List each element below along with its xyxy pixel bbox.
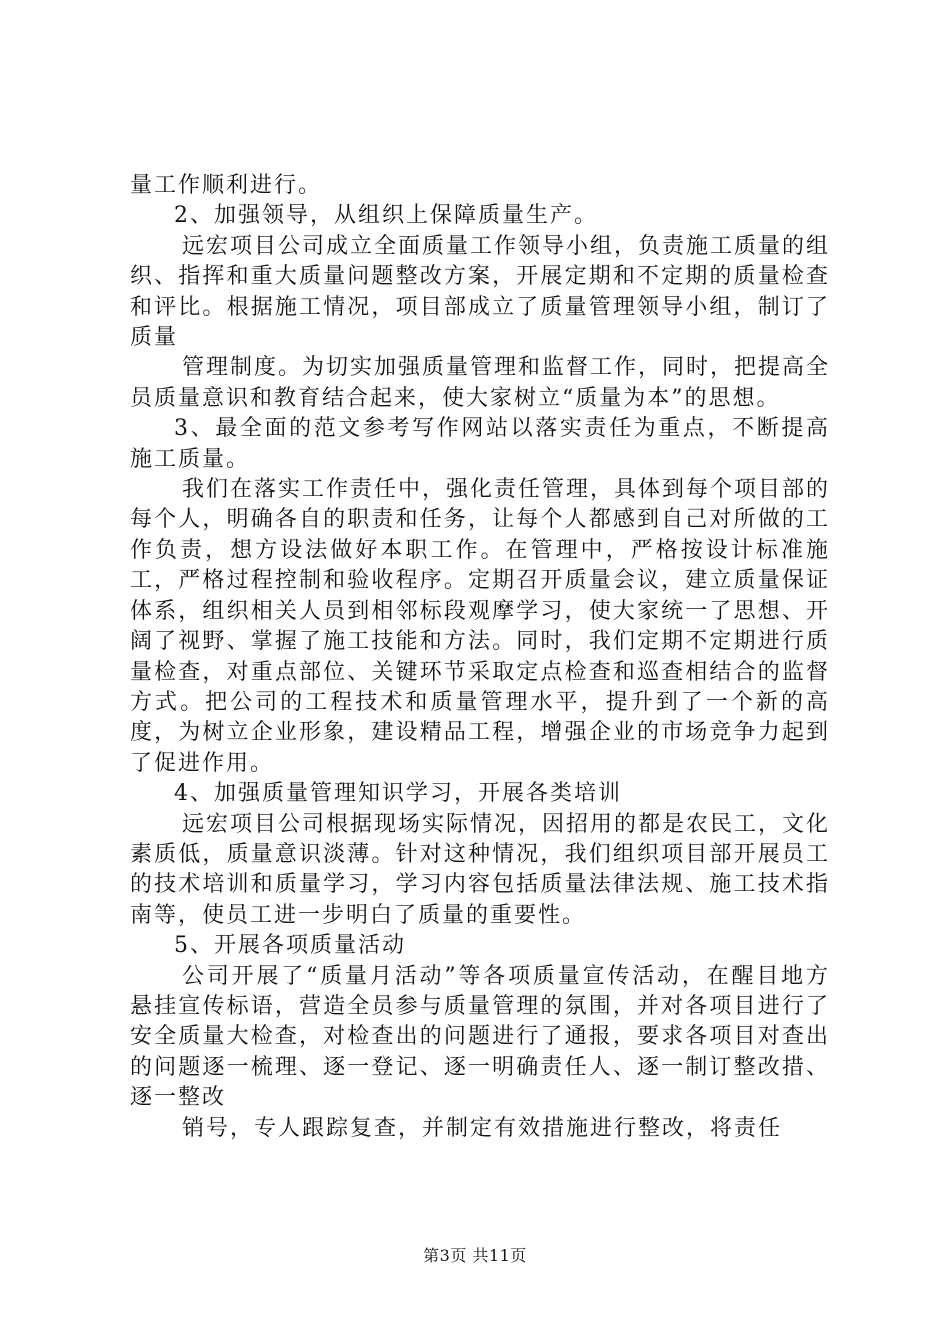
paragraph-5: 3、最全面的范文参考写作网站以落实责任为重点，不断提高施工质量。	[130, 416, 830, 472]
paragraph-10: 公司开展了“质量月活动”等各项质量宣传活动，在醒目地方悬挂宣传标语，营造全员参与质量管理的氛围，并对各项目进行了安全质量大检查，对检查出的问题进行了通报，要求各项目对查出的问题逐一梳理、逐一登记、逐一明确责任人、逐一制订整改措、逐一整改	[130, 963, 830, 1111]
paragraph-9: 5、开展各项质量活动	[174, 933, 406, 959]
paragraph-1: 量工作顺利进行。	[130, 173, 323, 198]
paragraph-7: 4、加强质量管理知识学习，开展各类培训	[174, 781, 622, 807]
paragraph-8: 远宏项目公司根据现场实际情况，因招用的都是农民工，文化素质低，质量意识淡薄。针对这种情况，我们组织项目部开展员工的技术培训和质量学习，学习内容包括质量法律法规、施工技术指南等，使员工进一步明白了质量的重要性。	[130, 811, 831, 928]
paragraph-3: 远宏项目公司成立全面质量工作领导小组，负责施工质量的组织、指挥和重大质量问题整改方案，开展定期和不定期的质量检查和评比。根据施工情况，项目部成立了质量管理领导小组，制订了质量	[130, 233, 831, 351]
paragraph-2: 2、加强领导，从组织上保障质量生产。	[174, 203, 598, 229]
paragraph-4: 管理制度。为切实加强质量管理和监督工作，同时，把提高全员质量意识和教育结合起来，使大家树立“质量为本”的思想。	[130, 355, 831, 411]
paragraph-11: 销号，专人跟踪复查，并制定有效措施进行整改，将责任	[182, 1115, 783, 1141]
page-footer: 第3页 共11页	[423, 1246, 527, 1265]
document-body	[130, 171, 830, 1144]
paragraph-6: 我们在落实工作责任中，强化责任管理，具体到每个项目部的每个人，明确各自的职责和任务，让每个人都感到自己对所做的工作负责，想方设法做好本职工作。在管理中，严格按设计标准施工，严格过程控制和验收程序。定期召开质量会议，建立质量保证体系，组织相关人员到相邻标段观摩学习，使大家统一了思想、开阔了视野、掌握了施工技能和方法。同时，我们定期不定期进行质量检查，对重点部位、关键环节采取定点检查和巡查相结合的监督方式。把公司的工程技术和质量管理水平，提升到了一个新的高度，为树立企业形象，建设精品工程，增强企业的市场竞争力起到了促进作用。	[130, 477, 831, 776]
